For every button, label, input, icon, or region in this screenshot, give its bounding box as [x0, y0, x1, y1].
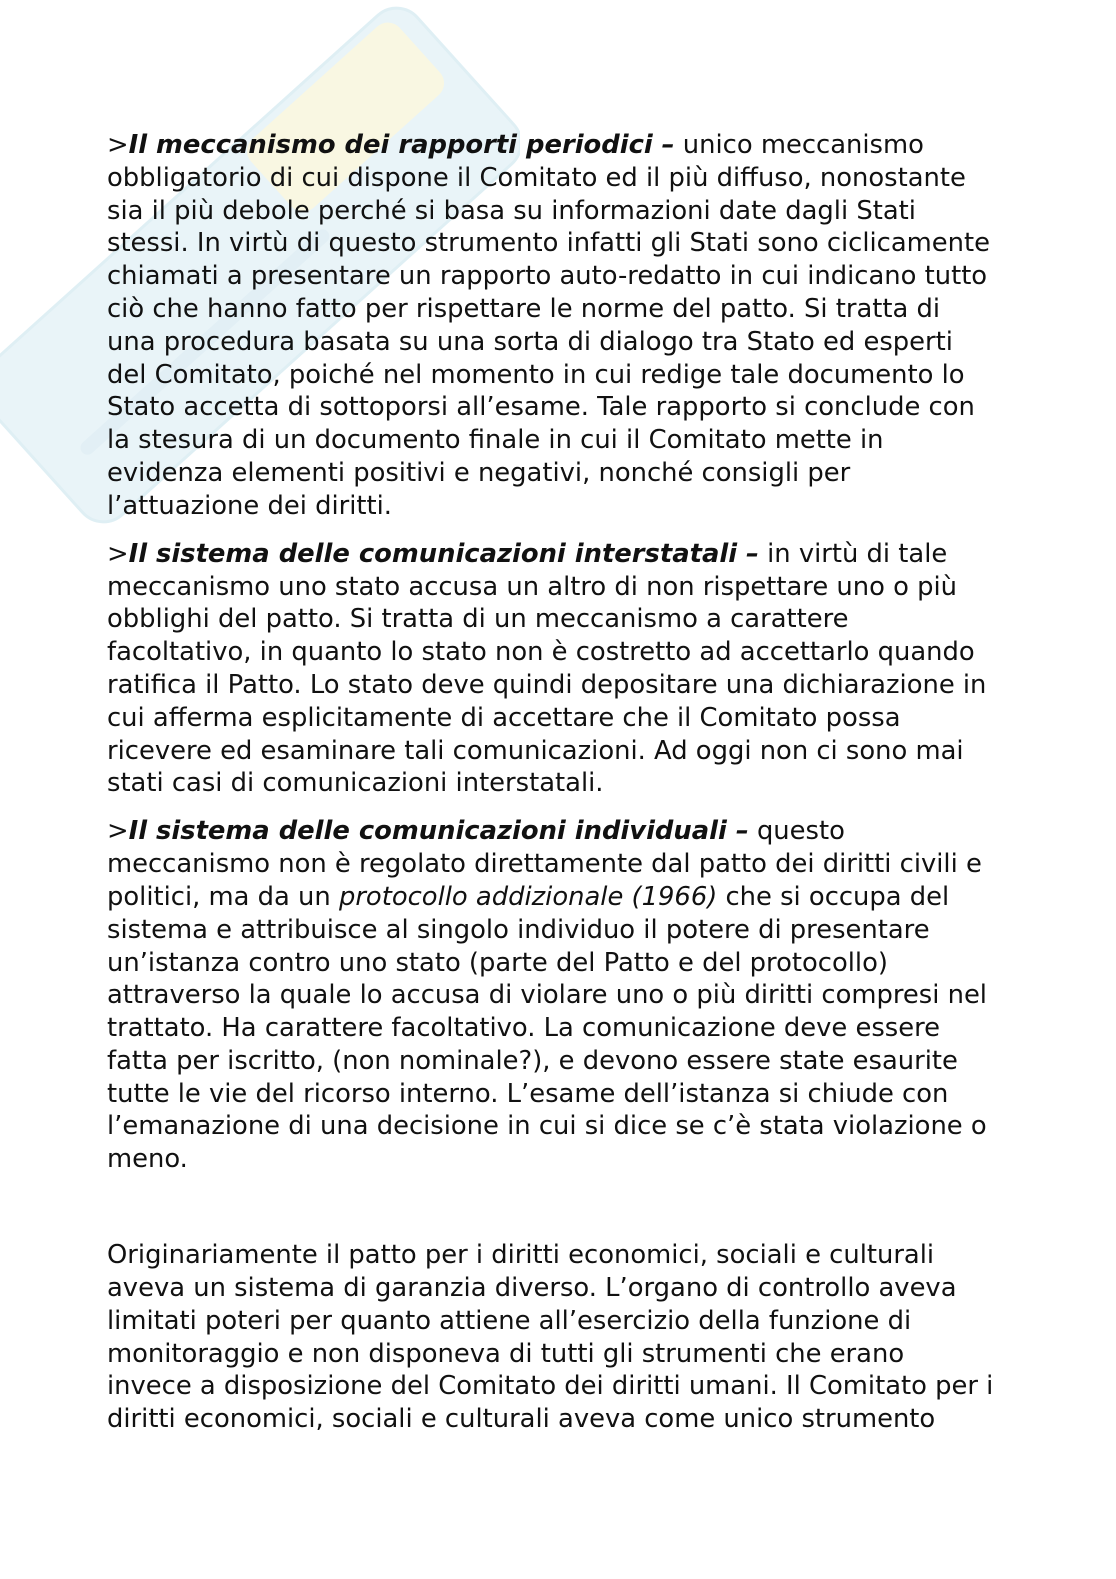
text-line: attraverso la quale lo accusa di violare uno o più diritti compresi nel [107, 980, 987, 1011]
text-line: ratifica il Patto. Lo stato deve quindi depositare una dichiarazione in [107, 669, 987, 700]
text-line: facoltativo, in quanto lo stato non è costretto ad accettarlo quando [107, 637, 975, 668]
line-text: in virtù di tale [767, 538, 948, 569]
text-line: meno. [107, 1144, 188, 1175]
text-line [107, 538, 1067, 571]
text-line: la stesura di un documento finale in cui il Comitato mette in [107, 425, 884, 456]
text-line: un’istanza contro uno stato (parte del Patto e del protocollo) [107, 947, 888, 978]
bullet-marker: > [107, 538, 129, 569]
line-text: politici, ma da un [107, 881, 331, 912]
text-line: meccanismo non è regolato direttamente dal patto dei diritti civili e [107, 849, 982, 880]
text-line: trattato. Ha carattere facoltativo. La comunicazione deve essere [107, 1013, 941, 1044]
document-body [107, 129, 1067, 1451]
bullet-marker: > [107, 816, 129, 847]
text-line: una procedura basata su una sorta di dialogo tra Stato ed esperti [107, 326, 953, 357]
text-line: ricevere ed esaminare tali comunicazioni. Ad oggi non ci sono mai [107, 735, 964, 766]
section-heading: Il sistema delle comunicazioni interstatali – [128, 538, 759, 569]
line-text: unico meccanismo [682, 130, 924, 160]
text-line: stati casi di comunicazioni interstatali. [107, 768, 604, 799]
text-line [107, 815, 1067, 848]
text-line: aveva un sistema di garanzia diverso. L’organo di controllo aveva [107, 1273, 957, 1304]
closing-paragraph [107, 1239, 1067, 1436]
text-line: evidenza elementi positivi e negativi, nonché consigli per [107, 457, 851, 488]
section-heading: Il sistema delle comunicazioni individuali – [128, 816, 749, 847]
empty-paragraph [107, 1191, 1067, 1224]
text-line: meccanismo uno stato accusa un altro di non rispettare uno o più [107, 571, 957, 602]
text-line: Stato accetta di sottoporsi all’esame. Tale rapporto si conclude con [107, 392, 975, 423]
line-text: che si occupa del [725, 881, 950, 912]
text-line: limitati poteri per quanto attiene all’esercizio della funzione di [107, 1305, 912, 1336]
text-line: sia il più debole perché si basa su informazioni date dagli Stati [107, 195, 916, 226]
text-line: sistema e attribuisce al singolo individuo il potere di presentare [107, 914, 930, 945]
italic-term: protocollo addizionale (1966) [338, 881, 718, 912]
text-line: obblighi del patto. Si tratta di un meccanismo a carattere [107, 604, 849, 635]
text-line: ciò che hanno fatto per rispettare le norme del patto. Si tratta di [107, 293, 941, 324]
text-line: fatta per iscritto, (non nominale?), e devono essere state esaurite [107, 1045, 958, 1076]
line-text: questo [756, 816, 845, 847]
bullet-marker: > [107, 130, 129, 160]
text-line [107, 881, 1067, 914]
text-line: l’emanazione di una decisione in cui si dice se c’è stata violazione o [107, 1111, 987, 1142]
section-comunicazioni-interstatali [107, 538, 1067, 800]
text-line: tutte le vie del ricorso interno. L’esame dell’istanza si chiude con [107, 1078, 949, 1109]
text-line: del Comitato, poiché nel momento in cui redige tale documento lo [107, 359, 965, 390]
text-line: l’attuazione dei diritti. [107, 490, 393, 521]
section-heading: Il meccanismo dei rapporti periodici – [128, 130, 675, 160]
text-line: Originariamente il patto per i diritti economici, sociali e culturali [107, 1240, 935, 1271]
text-line: cui afferma esplicitamente di accettare che il Comitato possa [107, 702, 901, 733]
text-line [107, 129, 1067, 162]
text-line: obbligatorio di cui dispone il Comitato ed il più diffuso, nonostante [107, 162, 966, 193]
text-line: invece a disposizione del Comitato dei diritti umani. Il Comitato per i [107, 1371, 994, 1402]
text-line: diritti economici, sociali e culturali aveva come unico strumento [107, 1404, 936, 1435]
section-comunicazioni-individuali [107, 815, 1067, 1176]
text-line: stessi. In virtù di questo strumento infatti gli Stati sono ciclicamente [107, 228, 991, 259]
text-line: monitoraggio e non disponeva di tutti gli strumenti che erano [107, 1338, 905, 1369]
text-line: chiamati a presentare un rapporto auto-redatto in cui indicano tutto [107, 261, 988, 292]
section-rapporti-periodici [107, 129, 1067, 523]
